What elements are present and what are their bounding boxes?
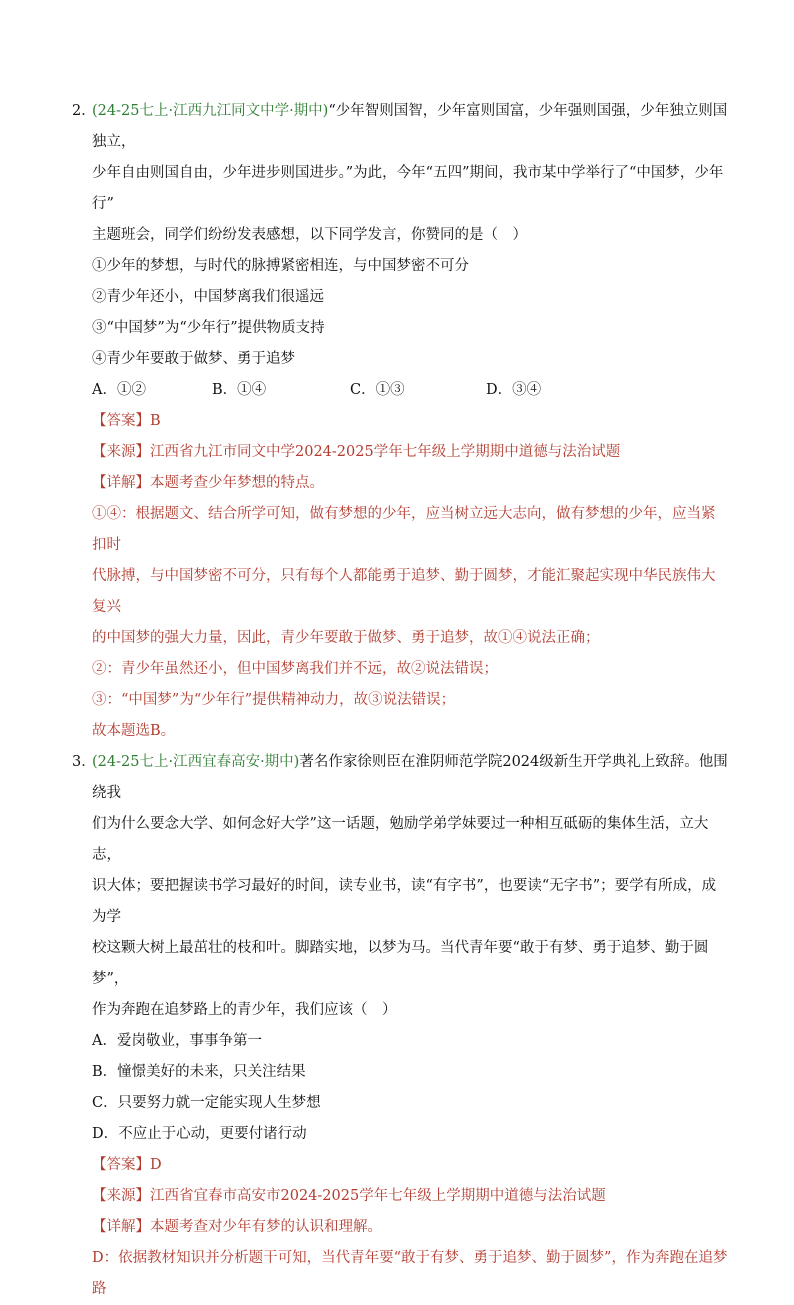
option-d: D．不应止于心动，更要付诸行动 bbox=[92, 1126, 307, 1142]
statement-2: ②青少年还小，中国梦离我们很遥远 bbox=[92, 289, 324, 305]
source-line bbox=[72, 437, 728, 468]
question-number: 2． bbox=[72, 103, 96, 119]
option-b: B．①④ bbox=[212, 382, 267, 398]
content bbox=[72, 96, 728, 1305]
detail-value: 本题考查少年梦想的特点。 bbox=[150, 475, 324, 491]
explanation-line: ②：青少年虽然还小，但中国梦离我们并不远，故②说法错误； bbox=[92, 661, 498, 677]
explanation-line: ③：“中国梦”为“少年行”提供精神动力，故③说法错误； bbox=[92, 692, 456, 708]
stem-line: 作为奔跑在追梦路上的青少年，我们应该（ ） bbox=[92, 1002, 397, 1018]
answer-line bbox=[72, 1150, 728, 1181]
question-stem bbox=[72, 747, 728, 1026]
explanation-line: D：依据教材知识并分析题干可知，当代青年要“敢于有梦、勇于追梦、勤于圆梦”，作为奔跑在追梦路 bbox=[92, 1250, 728, 1297]
stem-line: 主题班会，同学们纷纷发表感想，以下同学发言，你赞同的是（ ） bbox=[92, 227, 527, 243]
source-value: 江西省宜春市高安市2024-2025学年七年级上学期期中道德与法治试题 bbox=[150, 1188, 606, 1204]
source-value: 江西省九江市同文中学2024-2025学年七年级上学期期中道德与法治试题 bbox=[150, 444, 621, 460]
answer-label: 【答案】 bbox=[92, 413, 150, 429]
stem-line: 们为什么要念大学、如何念好大学”这一话题，勉励学弟学妹要过一种相互砥砺的集体生活，立大志， bbox=[92, 816, 709, 863]
answer-label: 【答案】 bbox=[92, 1157, 150, 1173]
option-c: C．①③ bbox=[350, 382, 405, 398]
option-a: A．①② bbox=[92, 382, 146, 398]
option-a: A．爱岗敬业，事事争第一 bbox=[92, 1033, 262, 1049]
source-line bbox=[72, 1181, 728, 1212]
detail-line bbox=[72, 468, 728, 499]
statement-4: ④青少年要敢于做梦、勇于追梦 bbox=[92, 351, 295, 367]
answer-value: B bbox=[150, 413, 161, 429]
option-c: C．只要努力就一定能实现人生梦想 bbox=[92, 1095, 321, 1111]
question-2 bbox=[72, 96, 728, 747]
stem-line: 少年自由则国自由，少年进步则国进步。”为此，今年“五四”期间，我市某中学举行了“中国梦，少年行” bbox=[92, 165, 724, 212]
stem-line: 著名作家徐则臣在淮阴师范学院2024级新生开学典礼上致辞。他围绕我 bbox=[92, 754, 728, 801]
detail-line bbox=[72, 1212, 728, 1243]
detail-label: 【详解】 bbox=[92, 1219, 150, 1235]
explanation-line: 代脉搏，与中国梦密不可分，只有每个人都能勇于追梦、勤于圆梦，才能汇聚起实现中华民族伟大复兴 bbox=[92, 568, 716, 615]
answer-value: D bbox=[150, 1157, 162, 1173]
options bbox=[72, 375, 728, 406]
explanation-line: 的中国梦的强大力量，因此，青少年要敢于做梦、勇于追梦，故①④说法正确； bbox=[92, 630, 600, 646]
stem-line: “少年智则国智，少年富则国富，少年强则国强，少年独立则国独立， bbox=[92, 103, 728, 150]
option-d: D．③④ bbox=[486, 382, 542, 398]
answer-line bbox=[72, 406, 728, 437]
statement-1: ①少年的梦想，与时代的脉搏紧密相连，与中国梦密不可分 bbox=[92, 258, 469, 274]
question-stem bbox=[72, 96, 728, 251]
explanation-line: ①④：根据题文、结合所学可知，做有梦想的少年，应当树立远大志向，做有梦想的少年，应当紧扣时 bbox=[92, 506, 716, 553]
question-source-tag: (24-25七上·江西宜春高安·期中) bbox=[92, 754, 300, 770]
detail-value: 本题考查对少年有梦的认识和理解。 bbox=[150, 1219, 382, 1235]
source-label: 【来源】 bbox=[92, 1188, 150, 1204]
explanation-line: 故本题选B。 bbox=[92, 723, 176, 739]
option-b: B．憧憬美好的未来，只关注结果 bbox=[92, 1064, 306, 1080]
stem-line: 校这颗大树上最茁壮的枝和叶。脚踏实地，以梦为马。当代青年要“敢于有梦、勇于追梦、勤于圆梦”， bbox=[92, 940, 709, 987]
question-3 bbox=[72, 747, 728, 1305]
source-label: 【来源】 bbox=[92, 444, 150, 460]
statement-3: ③“中国梦”为“少年行”提供物质支持 bbox=[92, 320, 325, 336]
stem-line: 识大体；要把握读书学习最好的时间，读专业书，读“有字书”，也要读“无字书”；要学有所成，成为学 bbox=[92, 878, 717, 925]
question-number: 3． bbox=[72, 754, 96, 770]
detail-label: 【详解】 bbox=[92, 475, 150, 491]
question-source-tag: (24-25七上·江西九江同文中学·期中) bbox=[92, 103, 329, 119]
